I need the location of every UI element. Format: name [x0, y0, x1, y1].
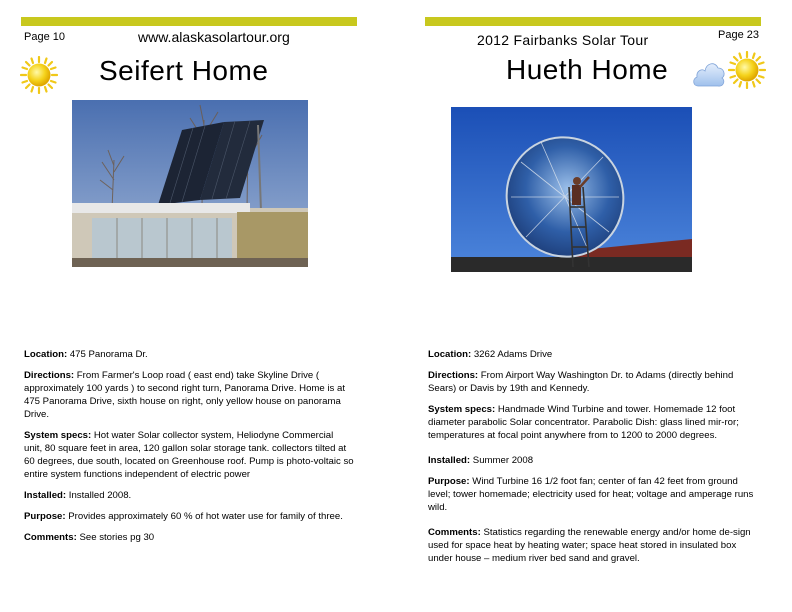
directions-entry	[428, 369, 758, 395]
specs-label: System specs:	[428, 404, 496, 415]
comments-entry	[24, 531, 354, 544]
location-label: Location:	[428, 349, 472, 360]
purpose-value: Provides approximately 60 % of hot water use for family of three.	[68, 511, 343, 522]
specs-entry	[428, 403, 758, 442]
sun-icon	[728, 51, 766, 89]
installed-entry	[24, 489, 354, 502]
right-page-number: Page 23	[718, 29, 759, 41]
left-top-bar	[21, 17, 357, 26]
location-value: 3262 Adams Drive	[473, 349, 553, 360]
comments-value: Statistics regarding the renewable energy and/or home de-sign used for space heat by heating water; space heat stored in insulated box under house – medium river bed sand and gravel.	[428, 527, 751, 564]
directions-label: Directions:	[428, 370, 479, 381]
location-label: Location:	[24, 349, 68, 360]
right-top-bar	[425, 17, 761, 26]
purpose-entry	[428, 475, 758, 514]
right-page-title: Hueth Home	[506, 54, 669, 85]
sun-icon	[20, 56, 58, 94]
comments-value: See stories pg 30	[79, 532, 155, 543]
directions-value: From Farmer's Loop road ( east end) take Skyline Drive ( approximately 100 yards ) to second right turn, Panorama Drive. Home is at 475 Panorama Drive, sixth house on right, only yellow house on panorama Drive.	[24, 370, 346, 420]
left-page-title: Seifert Home	[99, 55, 269, 86]
location-entry	[24, 348, 354, 361]
comments-label: Comments:	[428, 527, 481, 538]
solar-collector-photo	[72, 100, 308, 267]
installed-label: Installed:	[24, 490, 67, 501]
specs-value: Handmade Wind Turbine and tower. Homemade 12 foot diameter parabolic Solar concentrator. Parabolic Dish: glass lined mir-ror; temperatures at focal point anywhere from to 1200 to 2000 degrees.	[428, 404, 739, 441]
purpose-label: Purpose:	[24, 511, 66, 522]
installed-label: Installed:	[428, 455, 471, 466]
location-entry	[428, 348, 758, 361]
comments-label: Comments:	[24, 532, 77, 543]
specs-label: System specs:	[24, 430, 92, 441]
purpose-entry	[24, 510, 354, 523]
left-details	[24, 348, 354, 552]
installed-value: Installed 2008.	[68, 490, 132, 501]
installed-entry	[428, 454, 758, 467]
parabolic-dish-photo	[451, 107, 692, 272]
installed-value: Summer 2008	[472, 455, 534, 466]
specs-entry	[24, 429, 354, 481]
directions-label: Directions:	[24, 370, 75, 381]
directions-value: From Airport Way Washington Dr. to Adams (directly behind Sears) or Davis by 19th and Kennedy.	[428, 370, 734, 394]
specs-value: Hot water Solar collector system, Heliodyne Commercial unit, 80 square feet in area, 120 gallon solar storage tank. collectors tilted at 60 degrees, due south, located on Greenhouse roof. Pump is photo-voltaic so entire system functions independent of electric power	[24, 430, 354, 480]
cloud-icon	[691, 55, 727, 91]
left-page-number: Page 10	[24, 31, 65, 43]
location-value: 475 Panorama Dr.	[69, 349, 148, 360]
website-url[interactable]: www.alaskasolartour.org	[138, 29, 290, 45]
comments-entry	[428, 526, 758, 565]
purpose-value: Wind Turbine 16 1/2 foot fan; center of fan 42 feet from ground level; tower homemade; electricity used for heat; voltage and amperage runs wild.	[428, 476, 754, 513]
directions-entry	[24, 369, 354, 421]
purpose-label: Purpose:	[428, 476, 470, 487]
right-details	[428, 348, 758, 573]
tour-title: 2012 Fairbanks Solar Tour	[477, 32, 649, 48]
